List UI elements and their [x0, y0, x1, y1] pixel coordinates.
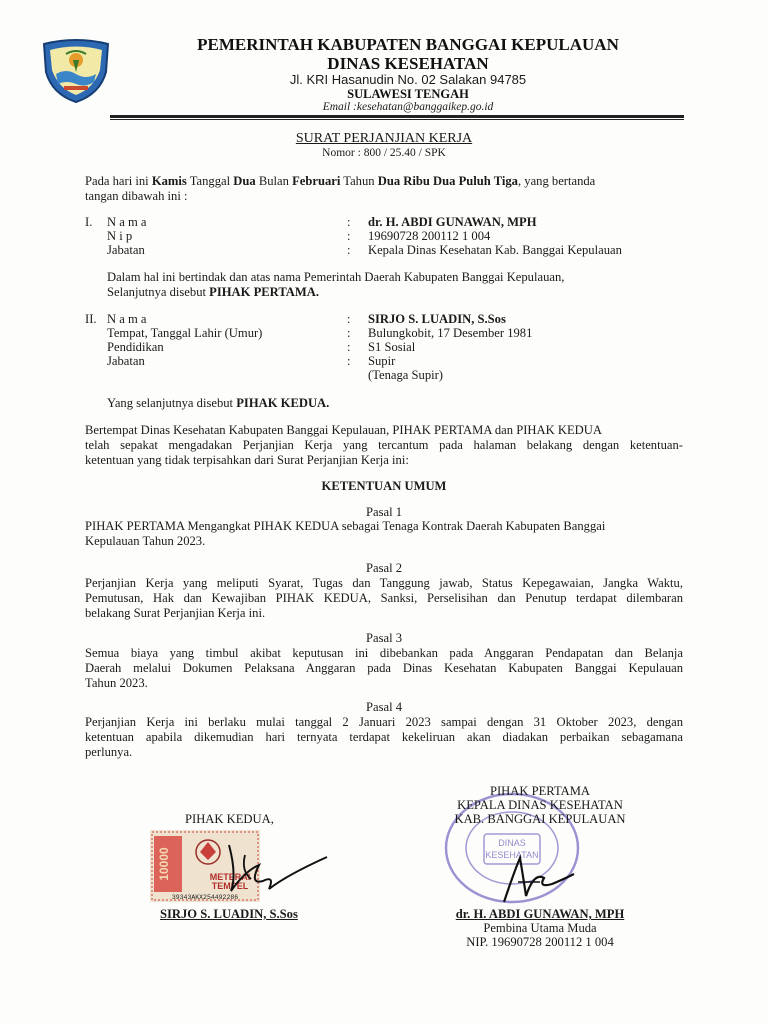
handwritten-signature-icon	[498, 852, 578, 908]
opening-text: , yang bertanda	[517, 174, 596, 188]
document-number: Nomor : 800 / 25.40 / SPK	[322, 147, 446, 159]
intro-line-3: ketentuan yang tidak terpisahkan dari Surat Perjanjian Kerja ini:	[85, 453, 409, 467]
pasal-2-line: Perjanjian Kerja yang meliputi Syarat, Tugas dan Tanggung jawab, Status Kepegawaian, Jangka Waktu,	[85, 576, 683, 590]
party2-birth-label: Tempat, Tanggal Lahir (Umur)	[107, 326, 263, 340]
header-department: DINAS KESEHATAN	[327, 54, 489, 73]
party1-name-colon: :	[347, 215, 351, 229]
party2-birth-value: Bulungkobit, 17 Desember 1981	[368, 326, 533, 340]
party1-nip-colon: :	[347, 229, 351, 243]
handwritten-signature-icon	[215, 835, 335, 905]
regency-emblem-icon	[40, 38, 112, 104]
party2-note	[107, 396, 329, 411]
pasal-1-line: PIHAK PERTAMA Mengangkat PIHAK KEDUA sebagai Tenaga Kontrak Daerah Kabupaten Banggai	[85, 519, 606, 533]
party2-name-label: N a m a	[107, 312, 147, 326]
party2-education-label: Pendidikan	[107, 340, 164, 354]
party2-note-text: Yang selanjutnya disebut	[107, 396, 234, 410]
party1-position-label: Jabatan	[107, 243, 145, 257]
pasal-3-line: Semua biaya yang timbul akibat keputusan ini dibebankan pada Anggaran Pendapatan dan Belanja	[85, 646, 683, 660]
pasal-2-line: belakang Surat Perjanjian Kerja ini.	[85, 606, 266, 620]
party1-position-colon: :	[347, 243, 351, 257]
pasal-3-line: Tahun 2023.	[85, 676, 148, 690]
party2-position-extra: (Tenaga Supir)	[368, 368, 444, 382]
party2-name-colon: :	[347, 312, 351, 326]
party1-note-line2	[107, 285, 319, 300]
header-email: Email :kesehatan@banggaikep.go.id	[322, 101, 494, 113]
pasal-4-line: perlunya.	[85, 745, 133, 759]
party2-position-value: Supir	[368, 354, 396, 368]
pasal-1-line: Kepulauan Tahun 2023.	[85, 534, 206, 548]
party2-position-label: Jabatan	[107, 354, 145, 368]
sign-right-label: PIHAK PERTAMA	[489, 784, 591, 798]
sign-right-rank: Pembina Utama Muda	[483, 921, 597, 935]
signature-left	[215, 835, 335, 905]
party2-number: II.	[85, 312, 97, 326]
svg-text:TEMPEL: TEMPEL	[211, 881, 249, 891]
party1-note-text: Selanjutnya disebut	[107, 285, 206, 299]
opening-year: Dua Ribu Dua Puluh Tiga	[377, 174, 518, 188]
svg-text:KESEHATAN: KESEHATAN	[485, 850, 539, 860]
document-title: SURAT PERJANJIAN KERJA	[295, 131, 473, 146]
intro-line-1: Bertempat Dinas Kesehatan Kabupaten Banggai Kepulauan, PIHAK PERTAMA dan PIHAK KEDUA	[85, 423, 602, 437]
party1-position-value: Kepala Dinas Kesehatan Kab. Banggai Kepulauan	[368, 243, 622, 257]
signature-right	[498, 852, 578, 908]
header-province: SULAWESI TENGAH	[347, 87, 469, 101]
opening-text: Tanggal	[189, 174, 231, 188]
svg-text:DINAS: DINAS	[498, 838, 526, 848]
sign-right-nip: NIP. 19690728 200112 1 004	[466, 935, 614, 949]
header-rule-thick	[110, 115, 684, 118]
svg-text:METERAI: METERAI	[209, 872, 251, 882]
sign-right-title2: KAB. BANGGAI KEPULAUAN	[454, 812, 626, 826]
party1-name-value: dr. H. ABDI GUNAWAN, MPH	[368, 215, 537, 229]
party1-note-line1: Dalam hal ini bertindak dan atas nama Pemerintah Daerah Kabupaten Banggai Kepulauan,	[107, 270, 565, 284]
pasal-4-line: ketentuan apabila dikemudian hari ternyata terdapat kekeliruan akan diadakan perbaikan sebagamana	[85, 730, 683, 744]
svg-text:10000: 10000	[157, 847, 171, 881]
party1-number: I.	[85, 215, 93, 229]
party2-position-colon: :	[347, 354, 351, 368]
pasal-2-line: Pemutusan, Hak dan Kewajiban PIHAK KEDUA, Sanksi, Perselisihan dan Penutup terdapat dilembaran	[85, 591, 683, 605]
party2-education-colon: :	[347, 340, 351, 354]
header-rule-thin	[110, 119, 684, 120]
pasal-2-title: Pasal 2	[365, 561, 403, 575]
sign-right-name: dr. H. ABDI GUNAWAN, MPH	[455, 907, 625, 921]
regency-logo	[40, 38, 112, 104]
party1-nip-label: N i p	[107, 229, 133, 243]
opening-text: Bulan	[258, 174, 289, 188]
header-government: PEMERINTAH KABUPATEN BANGGAI KEPULAUAN	[197, 35, 619, 54]
party2-designation: PIHAK KEDUA.	[236, 396, 330, 410]
opening-text: Pada hari ini	[85, 174, 149, 188]
pasal-3-title: Pasal 3	[365, 631, 403, 645]
opening-line	[85, 174, 595, 189]
party2-name-value: SIRJO S. LUADIN, S.Sos	[368, 312, 506, 326]
pasal-4-title: Pasal 4	[365, 700, 403, 714]
party1-nip-value: 19690728 200112 1 004	[368, 229, 491, 243]
pasal-3-line: Daerah melalui Dokumen Pelaksana Anggaran pada Dinas Kesehatan Kabupaten Banggai Kepulauan	[85, 661, 683, 675]
opening-day: Kamis	[151, 174, 187, 188]
opening-date: Dua	[233, 174, 256, 188]
opening-line-2: tangan dibawah ini :	[85, 189, 188, 203]
party1-designation: PIHAK PERTAMA.	[209, 285, 320, 299]
header-address: Jl. KRI Hasanudin No. 02 Salakan 94785	[289, 72, 527, 87]
intro-line-2: telah sepakat mengadakan Perjanjian Kerja yang tercantum pada halaman belakang dengan ketentuan-	[85, 438, 683, 452]
sign-left-name: SIRJO S. LUADIN, S.Sos	[160, 907, 298, 921]
sign-left-label: PIHAK KEDUA,	[185, 812, 274, 826]
party2-education-value: S1 Sosial	[368, 340, 416, 354]
party2-birth-colon: :	[347, 326, 351, 340]
svg-text:39343AKX254492286: 39343AKX254492286	[171, 894, 239, 901]
pasal-1-title: Pasal 1	[365, 505, 403, 519]
opening-text: Tahun	[343, 174, 375, 188]
section-title: KETENTUAN UMUM	[321, 479, 447, 493]
sign-right-title1: KEPALA DINAS KESEHATAN	[457, 798, 623, 812]
pasal-4-line: Perjanjian Kerja ini berlaku mulai tanggal 2 Januari 2023 sampai dengan 31 Oktober 2023, dengan	[85, 715, 683, 729]
party1-name-label: N a m a	[107, 215, 147, 229]
opening-month: Februari	[292, 174, 341, 188]
